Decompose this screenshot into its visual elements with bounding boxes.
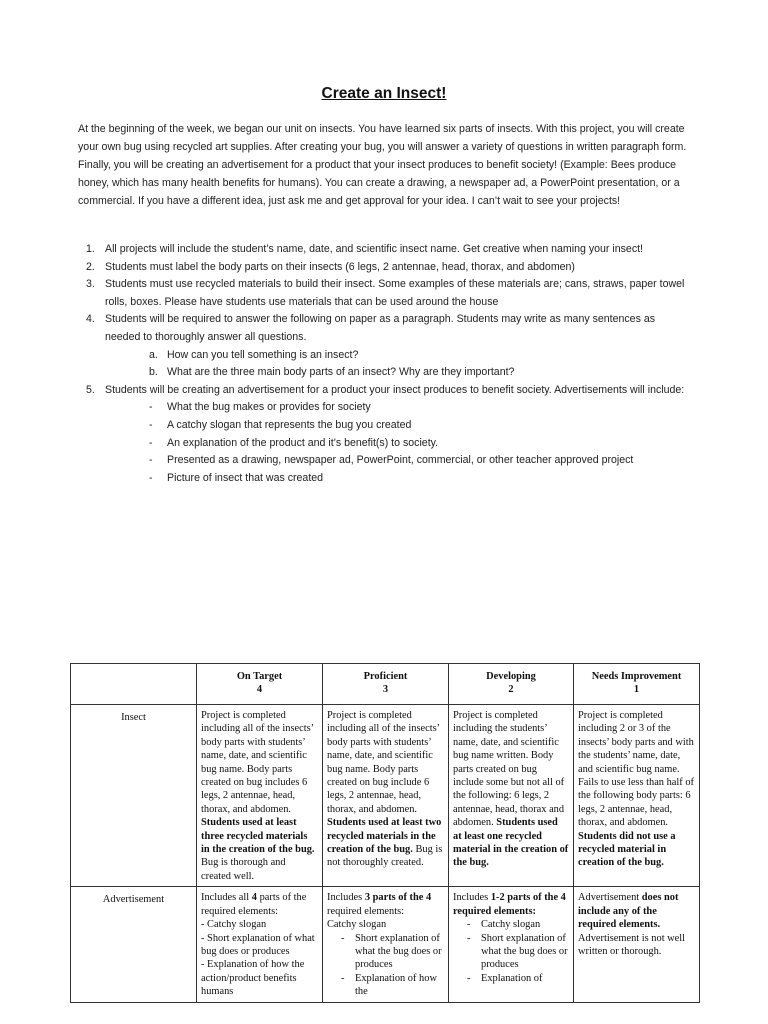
rubric-row-advertisement [71,887,700,1002]
requirements-list [78,241,690,487]
sub-marker: b. [149,366,158,379]
sub-item [105,435,690,453]
item-text: Students will be required to answer the following on paper as a paragraph. Students may write as many sentences as needed to thoroughly answer all questions. [105,313,656,343]
rubric-header-developing: Developing 2 [449,664,574,705]
item-number: 4. [86,313,95,326]
sub-text: What the bug makes or provides for society [167,401,371,414]
item-number: 3. [86,278,95,291]
rubric-cell-ad-on-target: Includes all 4 parts of the required elements: - Catchy slogan - Short explanation of what bug does or produces - Explanation of how the action/product benefits humans [197,887,323,1002]
item-number: 2. [86,260,95,273]
sub-marker: a. [149,348,158,361]
rubric-row-insect [71,705,700,887]
sub-item [105,452,690,470]
rubric-header-on-target: On Target 4 [197,664,323,705]
rubric-cell-insect-needs-improvement: Project is completed including 2 or 3 of the insects’ body parts and with the students’ name, date, and scientific bug name. Fails to use less than half of the following body parts: 6 legs, 2 antennae, head, thorax, and abdomen. Students did not use a recycled material in creation of the bug. [574,705,700,887]
ad-proficient-list: - Short explanation of what the bug does or produces - Explanation of how the [341,932,442,998]
sub-item [105,347,690,365]
question-sublist [105,347,690,382]
sub-text: How can you tell something is an insect? [167,348,359,361]
rubric-cell-insect-on-target: Project is completed including all of the insects’ body parts with students’ name, date, and scientific bug name. Body parts created on bug includes 6 legs, 2 antennae, head, thorax, and abdomen. Students used at least three recycled materials in the creation of the bug. Bug is thorough and created well. [197,705,323,887]
sub-item [105,364,690,382]
sub-text: Presented as a drawing, newspaper ad, PowerPoint, commercial, or other teacher approved project [167,454,634,467]
sub-marker: - [149,471,153,484]
sub-text: Picture of insect that was created [167,471,324,484]
item-number: 1. [86,243,95,255]
requirement-item [78,311,690,381]
requirement-item [78,241,690,259]
requirement-item [78,259,690,277]
sub-text: A catchy slogan that represents the bug you created [167,418,412,431]
sub-text: What are the three main body parts of an insect? Why are they important? [167,366,515,379]
advertisement-sublist [105,399,690,487]
item-text: Students will be creating an advertisement for a product your insect produces to benefit society. Advertisements will include: [105,383,685,396]
rubric-header-needs-improvement: Needs Improvement 1 [574,664,700,705]
requirement-item [78,382,690,488]
rubric-header-proficient: Proficient 3 [323,664,449,705]
sub-item [105,470,690,488]
sub-marker: - [149,401,153,414]
rubric-row-label: Advertisement [71,887,197,1002]
rubric-table [70,663,700,1003]
rubric-cell-insect-developing: Project is completed including the students’ name, date, and scientific bug name written. Body parts created on bug include some but not all of the following: 6 legs, 2 antennae, head, thorax and abdomen. Students used at least one recycled material in the creation of the bug. [449,705,574,887]
sub-marker: - [149,436,153,449]
item-text: Students must use recycled materials to build their insect. Some examples of these materials are; cans, straws, paper towel rolls, boxes. Please have students use materials that can be used around the house [105,278,685,308]
rubric-cell-ad-developing: Includes 1-2 parts of the 4 required elements: - Catchy slogan - Short explanation of what the bug does or produces - Explanation of [449,887,574,1002]
rubric-cell-ad-proficient: Includes 3 parts of the 4 required elements: Catchy slogan - Short explanation of what the bug does or produces - Explanation of how the [323,887,449,1002]
sub-marker: - [149,454,153,467]
item-text: Students must label the body parts on their insects (6 legs, 2 antennae, head, thorax, and abdomen) [105,260,575,273]
rubric-cell-insect-proficient: Project is completed including all of the insects’ body parts with students’ name, date, and scientific bug name. Body parts created on bug include 6 legs, 2 antennae, head, thorax, and abdomen. Students used at least two recycled materials in the creation of the bug. Bug is not thoroughly created. [323,705,449,887]
sub-item [105,417,690,435]
item-text: All projects will include the student’s name, date, and scientific insect name. Get creative when naming your insect! [105,243,644,255]
sub-item [105,399,690,417]
item-number: 5. [86,383,95,396]
rubric-row-label: Insect [71,705,197,887]
ad-developing-list: - Catchy slogan - Short explanation of what the bug does or produces - Explanation of [467,919,568,984]
rubric-corner-cell [71,664,197,705]
rubric-header-row [71,664,700,705]
sub-text: An explanation of the product and it’s benefit(s) to society. [167,436,439,449]
requirement-item [78,276,690,311]
intro-paragraph: At the beginning of the week, we began our unit on insects. You have learned six parts of insects. With this project, you will create your own bug using recycled art supplies. After creating your bug, you will answer a variety of questions in written paragraph form. Finally, you will be creating an advertisement for a product that your insect produces to benefit society! (Example: Bees produce honey, which has many health benefits for humans). You can create a drawing, a newspaper ad, a PowerPoint presentation, or a commercial. If you have a different idea, just ask me and get approval for your idea. I can’t wait to see your projects! [78,123,687,207]
page-title: Create an Insect! [321,85,447,102]
sub-marker: - [149,418,153,431]
rubric-cell-ad-needs-improvement: Advertisement does not include any of the required elements. Advertisement is not well written or thorough. [574,887,700,1002]
